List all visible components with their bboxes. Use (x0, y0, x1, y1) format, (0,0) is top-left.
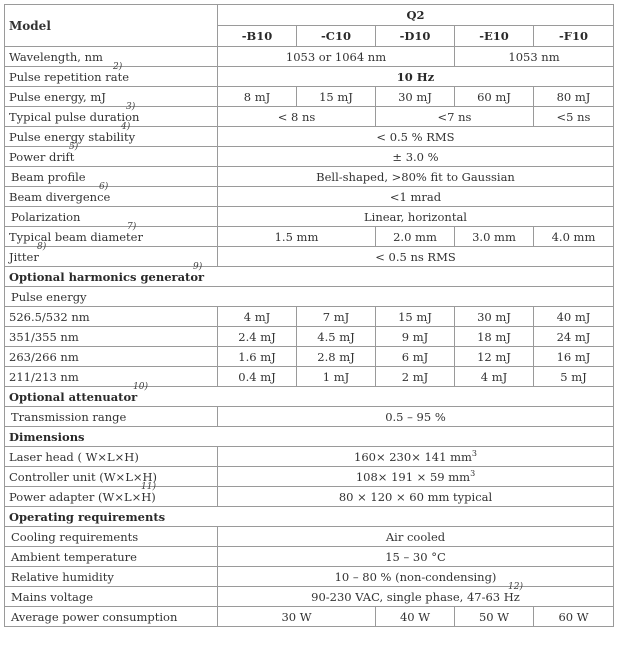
row-label: Controller unit (W×L×H) (5, 467, 218, 487)
section-header: Dimensions (5, 427, 614, 447)
cell-value: 15 – 30 °C (218, 547, 614, 567)
cell-value: 0.5 – 95 % (218, 407, 614, 427)
series-header: Q2 (218, 5, 614, 26)
cell-value: Linear, horizontal (218, 207, 614, 227)
row-label: Pulse energy, mJ (5, 87, 218, 107)
table-row (5, 367, 614, 387)
table-row (5, 287, 614, 307)
cell-value: 10 Hz (218, 67, 614, 87)
row-label (5, 142, 218, 167)
section-row (5, 427, 614, 447)
cell-value: 80 mJ (534, 87, 614, 107)
cell-value: 30 mJ (376, 87, 455, 107)
row-label: Transmission range (5, 407, 218, 427)
footnote-marker: 9) (193, 262, 203, 272)
table-row (5, 407, 614, 427)
footnote-marker: 12) (508, 582, 523, 592)
cell-value: 2.8 mJ (297, 347, 376, 367)
cell-value: Air cooled (218, 527, 614, 547)
table-row (5, 47, 614, 67)
table-row (5, 87, 614, 107)
cell-value: 4.0 mm (534, 227, 614, 247)
table-row (5, 307, 614, 327)
footnote-marker: 7) (127, 222, 137, 232)
cell-value-text: 160× 230× 141 mm (354, 449, 472, 464)
table-row (5, 167, 614, 187)
cell-value: 9 mJ (376, 327, 455, 347)
variant-header: -C10 (297, 26, 376, 47)
row-label (5, 122, 218, 147)
cell-value: 60 W (534, 607, 614, 627)
cell-value: 4 mJ (218, 307, 297, 327)
cell-value: 60 mJ (455, 87, 534, 107)
cell-value: ± 3.0 % (218, 147, 614, 167)
cell-value: 12 mJ (455, 347, 534, 367)
cell-value: 4 mJ (455, 367, 534, 387)
cell-value: 2.0 mm (376, 227, 455, 247)
table-row (5, 227, 614, 247)
cell-value: <1 mrad (218, 187, 614, 207)
row-label (5, 62, 218, 87)
model-header: Model (5, 5, 218, 47)
specifications-table (4, 4, 614, 627)
table-row (5, 107, 614, 127)
cell-value-text: 108× 191 × 59 mm (355, 469, 471, 484)
cell-value: 15 mJ (297, 87, 376, 107)
row-label: Beam profile (5, 167, 218, 187)
cell-value: < 8 ns (218, 107, 376, 127)
table-row (5, 127, 614, 147)
variant-header: -D10 (376, 26, 455, 47)
cell-value: 40 mJ (534, 307, 614, 327)
row-label: Polarization (5, 207, 218, 227)
cell-value: 40 W (376, 607, 455, 627)
superscript: 3 (471, 448, 477, 458)
cell-value: < 0.5 % RMS (218, 127, 614, 147)
footnote-marker: 11) (141, 482, 156, 492)
footnote-marker: 4) (121, 122, 131, 132)
variant-header: -E10 (455, 26, 534, 47)
table-row (5, 147, 614, 167)
footnote-marker: 8) (37, 242, 47, 252)
row-label: Mains voltage (5, 587, 218, 607)
section-title: Optional attenuator (9, 389, 138, 404)
variant-header: -F10 (534, 26, 614, 47)
cell-value: 1053 or 1064 nm (218, 47, 455, 67)
table-row (5, 247, 614, 267)
row-label: Ambient temperature (5, 547, 218, 567)
cell-value: 4.5 mJ (297, 327, 376, 347)
section-row (5, 267, 614, 287)
section-row (5, 507, 614, 527)
row-label-text: Typical beam diameter (9, 229, 143, 244)
cell-value: 6 mJ (376, 347, 455, 367)
cell-value (218, 447, 614, 467)
cell-value: 0.4 mJ (218, 367, 297, 387)
footnote-marker: 3) (126, 102, 136, 112)
row-label (5, 102, 218, 127)
row-label: 211/213 nm (5, 367, 218, 387)
cell-value (218, 467, 614, 487)
cell-value: 15 mJ (376, 307, 455, 327)
row-label (5, 242, 218, 267)
row-label-text: Beam divergence (9, 189, 111, 204)
cell-value: Bell-shaped, >80% fit to Gaussian (218, 167, 614, 187)
table-row (5, 327, 614, 347)
cell-value: 1053 nm (455, 47, 614, 67)
section-header: Operating requirements (5, 507, 614, 527)
cell-value: 1.5 mm (218, 227, 376, 247)
table-row (5, 547, 614, 567)
row-label-text: Jitter (9, 249, 39, 264)
row-label-text: Typical pulse duration (9, 109, 140, 124)
row-label: Pulse energy (5, 287, 614, 307)
cell-value: < 0.5 ns RMS (218, 247, 614, 267)
cell-value: <5 ns (534, 107, 614, 127)
cell-value: 30 mJ (455, 307, 534, 327)
row-label-text: Power drift (9, 149, 75, 164)
cell-value: 3.0 mm (455, 227, 534, 247)
row-label: Laser head ( W×L×H) (5, 447, 218, 467)
table-row (5, 607, 614, 627)
cell-value: 8 mJ (218, 87, 297, 107)
cell-value-text: 90-230 VAC, single phase, 47-63 Hz (311, 589, 520, 604)
cell-value (218, 582, 614, 607)
table-row (5, 447, 614, 467)
cell-value: <7 ns (376, 107, 534, 127)
section-row (5, 387, 614, 407)
row-label: Cooling requirements (5, 527, 218, 547)
table-row (5, 487, 614, 507)
row-label: Average power consumption (5, 607, 218, 627)
cell-value: 30 W (218, 607, 376, 627)
table-row (5, 67, 614, 87)
table-row (5, 467, 614, 487)
cell-value: 1 mJ (297, 367, 376, 387)
superscript: 3 (470, 468, 476, 478)
table-row (5, 527, 614, 547)
footnote-marker: 5) (69, 142, 79, 152)
row-label-text: Pulse repetition rate (9, 69, 130, 84)
cell-value: 5 mJ (534, 367, 614, 387)
table-row (5, 347, 614, 367)
row-label-text: Pulse energy stability (9, 129, 136, 144)
row-label: Relative humidity (5, 567, 218, 587)
section-header (5, 262, 614, 287)
cell-value: 18 mJ (455, 327, 534, 347)
footnote-marker: 2) (113, 62, 123, 72)
cell-value: 80 × 120 × 60 mm typical (218, 487, 614, 507)
cell-value: 10 – 80 % (non-condensing) (218, 567, 614, 587)
row-label: 351/355 nm (5, 327, 218, 347)
table-row (5, 187, 614, 207)
cell-value: 16 mJ (534, 347, 614, 367)
section-title: Optional harmonics generator (9, 269, 205, 284)
header-row-series (5, 5, 614, 26)
variant-header: -B10 (218, 26, 297, 47)
row-label-text: Power adapter (W×L×H) (9, 489, 156, 504)
footnote-marker: 10) (133, 382, 148, 392)
cell-value: 1.6 mJ (218, 347, 297, 367)
footnote-marker: 6) (99, 182, 109, 192)
table-row (5, 587, 614, 607)
cell-value: 2 mJ (376, 367, 455, 387)
table-row (5, 207, 614, 227)
row-label (5, 482, 218, 507)
row-label (5, 182, 218, 207)
section-header (5, 382, 614, 407)
row-label: 526.5/532 nm (5, 307, 218, 327)
row-label: Wavelength, nm (5, 47, 218, 67)
row-label: 263/266 nm (5, 347, 218, 367)
cell-value: 24 mJ (534, 327, 614, 347)
cell-value: 2.4 mJ (218, 327, 297, 347)
cell-value: 50 W (455, 607, 534, 627)
cell-value: 7 mJ (297, 307, 376, 327)
